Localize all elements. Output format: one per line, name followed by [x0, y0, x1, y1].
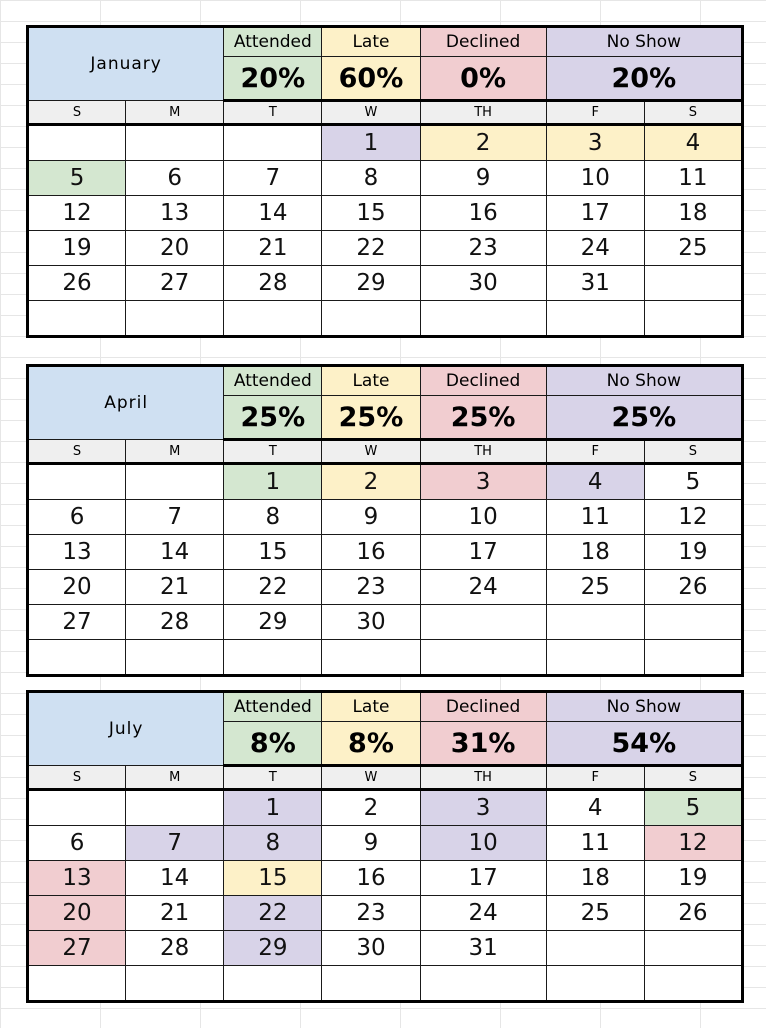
weekday-label: S	[28, 101, 126, 125]
week-row	[28, 966, 743, 1002]
day-cell[interactable]: 4	[546, 790, 644, 826]
day-cell[interactable]: 19	[644, 861, 742, 896]
weekday-label: S	[644, 101, 742, 125]
day-cell[interactable]: 11	[546, 826, 644, 861]
day-cell[interactable]: 13	[126, 196, 224, 231]
day-cell[interactable]: 1	[322, 125, 420, 161]
late-percent: 8%	[322, 722, 420, 766]
day-cell[interactable]	[644, 966, 742, 1002]
week-row	[28, 605, 743, 640]
day-cell[interactable]	[28, 301, 126, 337]
day-cell[interactable]: 6	[126, 161, 224, 196]
day-cell[interactable]	[126, 790, 224, 826]
day-cell[interactable]: 2	[322, 464, 420, 500]
day-cell[interactable]: 8	[224, 500, 322, 535]
day-cell[interactable]: 5	[644, 790, 742, 826]
day-cell[interactable]: 14	[126, 861, 224, 896]
day-cell[interactable]: 25	[546, 570, 644, 605]
day-cell[interactable]: 21	[224, 231, 322, 266]
day-cell[interactable]: 13	[28, 535, 126, 570]
day-cell[interactable]	[28, 640, 126, 676]
day-cell[interactable]: 22	[224, 570, 322, 605]
week-row	[28, 790, 743, 826]
day-cell[interactable]: 26	[644, 896, 742, 931]
weekday-header-row	[28, 766, 743, 790]
week-row	[28, 640, 743, 676]
day-cell[interactable]: 19	[28, 231, 126, 266]
day-cell[interactable]: 6	[28, 500, 126, 535]
day-cell[interactable]	[126, 640, 224, 676]
day-cell[interactable]: 3	[420, 790, 546, 826]
day-cell[interactable]	[322, 640, 420, 676]
day-cell[interactable]	[546, 605, 644, 640]
day-cell[interactable]: 12	[644, 500, 742, 535]
day-cell[interactable]	[126, 966, 224, 1002]
day-cell[interactable]	[420, 605, 546, 640]
day-cell[interactable]: 21	[126, 570, 224, 605]
attended-percent: 25%	[224, 396, 322, 440]
month-name: July	[28, 692, 224, 766]
day-cell[interactable]: 14	[126, 535, 224, 570]
day-cell[interactable]	[126, 125, 224, 161]
no-show-label: No Show	[546, 27, 742, 57]
day-cell[interactable]: 29	[322, 266, 420, 301]
week-row	[28, 826, 743, 861]
day-cell[interactable]: 28	[224, 266, 322, 301]
weekday-label: M	[126, 440, 224, 464]
day-cell[interactable]: 23	[322, 896, 420, 931]
day-cell[interactable]: 7	[126, 500, 224, 535]
day-cell[interactable]: 20	[28, 896, 126, 931]
day-cell[interactable]: 16	[420, 196, 546, 231]
week-row	[28, 464, 743, 500]
day-cell[interactable]: 27	[126, 266, 224, 301]
day-cell[interactable]: 19	[644, 535, 742, 570]
day-cell[interactable]: 30	[420, 266, 546, 301]
day-cell[interactable]: 11	[644, 161, 742, 196]
attended-label: Attended	[224, 366, 322, 396]
day-cell[interactable]: 25	[546, 896, 644, 931]
day-cell[interactable]: 17	[420, 535, 546, 570]
attended-percent: 8%	[224, 722, 322, 766]
late-percent: 60%	[322, 57, 420, 101]
declined-label: Declined	[420, 366, 546, 396]
day-cell[interactable]: 4	[546, 464, 644, 500]
day-cell[interactable]	[644, 301, 742, 337]
weekday-label: F	[546, 101, 644, 125]
late-label: Late	[322, 27, 420, 57]
week-row	[28, 301, 743, 337]
day-cell[interactable]	[420, 301, 546, 337]
day-cell[interactable]: 5	[644, 464, 742, 500]
month-calendar-july	[26, 690, 744, 1003]
no-show-percent: 54%	[546, 722, 742, 766]
week-row	[28, 500, 743, 535]
day-cell[interactable]: 26	[644, 570, 742, 605]
weekday-label: M	[126, 766, 224, 790]
day-cell[interactable]: 17	[546, 196, 644, 231]
day-cell[interactable]: 22	[224, 896, 322, 931]
no-show-label: No Show	[546, 366, 742, 396]
weekday-label: TH	[420, 440, 546, 464]
day-cell[interactable]	[28, 125, 126, 161]
day-cell[interactable]	[224, 301, 322, 337]
week-row	[28, 931, 743, 966]
weekday-label: S	[644, 440, 742, 464]
day-cell[interactable]: 6	[28, 826, 126, 861]
day-cell[interactable]	[420, 640, 546, 676]
weekday-label: W	[322, 766, 420, 790]
no-show-label: No Show	[546, 692, 742, 722]
weekday-header-row	[28, 440, 743, 464]
week-row	[28, 896, 743, 931]
day-cell[interactable]	[420, 966, 546, 1002]
month-name: April	[28, 366, 224, 440]
day-cell[interactable]	[126, 301, 224, 337]
weekday-label: S	[644, 766, 742, 790]
day-cell[interactable]	[224, 640, 322, 676]
day-cell[interactable]: 9	[322, 826, 420, 861]
day-cell[interactable]: 26	[28, 266, 126, 301]
day-cell[interactable]: 5	[28, 161, 126, 196]
day-cell[interactable]: 22	[322, 231, 420, 266]
day-cell[interactable]: 9	[420, 161, 546, 196]
weekday-label: S	[28, 440, 126, 464]
day-cell[interactable]: 8	[224, 826, 322, 861]
day-cell[interactable]: 1	[224, 464, 322, 500]
day-cell[interactable]: 17	[420, 861, 546, 896]
day-cell[interactable]: 13	[28, 861, 126, 896]
no-show-percent: 25%	[546, 396, 742, 440]
day-cell[interactable]: 23	[420, 231, 546, 266]
day-cell[interactable]	[644, 931, 742, 966]
day-cell[interactable]: 11	[546, 500, 644, 535]
day-cell[interactable]: 12	[28, 196, 126, 231]
day-cell[interactable]: 3	[420, 464, 546, 500]
day-cell[interactable]	[644, 605, 742, 640]
weekday-header-row	[28, 101, 743, 125]
week-row	[28, 125, 743, 161]
weekday-label: W	[322, 440, 420, 464]
weekday-label: S	[28, 766, 126, 790]
day-cell[interactable]	[224, 966, 322, 1002]
day-cell[interactable]: 30	[322, 605, 420, 640]
day-cell[interactable]: 21	[126, 896, 224, 931]
week-row	[28, 196, 743, 231]
weekday-label: T	[224, 766, 322, 790]
week-row	[28, 231, 743, 266]
week-row	[28, 861, 743, 896]
day-cell[interactable]: 30	[322, 931, 420, 966]
attended-label: Attended	[224, 27, 322, 57]
day-cell[interactable]: 29	[224, 605, 322, 640]
day-cell[interactable]	[644, 640, 742, 676]
day-cell[interactable]: 2	[322, 790, 420, 826]
day-cell[interactable]	[224, 125, 322, 161]
day-cell[interactable]: 16	[322, 535, 420, 570]
month-calendar-april	[26, 364, 744, 677]
day-cell[interactable]: 28	[126, 605, 224, 640]
late-label: Late	[322, 692, 420, 722]
weekday-label: M	[126, 101, 224, 125]
weekday-label: W	[322, 101, 420, 125]
day-cell[interactable]: 3	[546, 125, 644, 161]
weekday-label: F	[546, 440, 644, 464]
day-cell[interactable]: 9	[322, 500, 420, 535]
day-cell[interactable]	[644, 266, 742, 301]
weekday-label: T	[224, 440, 322, 464]
day-cell[interactable]: 27	[28, 605, 126, 640]
day-cell[interactable]: 28	[126, 931, 224, 966]
day-cell[interactable]: 23	[322, 570, 420, 605]
day-cell[interactable]: 10	[546, 161, 644, 196]
day-cell[interactable]: 10	[420, 826, 546, 861]
day-cell[interactable]: 12	[644, 826, 742, 861]
day-cell[interactable]: 4	[644, 125, 742, 161]
declined-percent: 0%	[420, 57, 546, 101]
weekday-label: T	[224, 101, 322, 125]
day-cell[interactable]	[546, 966, 644, 1002]
day-cell[interactable]	[28, 966, 126, 1002]
day-cell[interactable]: 7	[224, 161, 322, 196]
attended-label: Attended	[224, 692, 322, 722]
weekday-label: F	[546, 766, 644, 790]
day-cell[interactable]	[546, 931, 644, 966]
day-cell[interactable]: 18	[546, 535, 644, 570]
day-cell[interactable]: 24	[546, 231, 644, 266]
day-cell[interactable]: 2	[420, 125, 546, 161]
day-cell[interactable]	[322, 966, 420, 1002]
day-cell[interactable]: 8	[322, 161, 420, 196]
day-cell[interactable]: 25	[644, 231, 742, 266]
weekday-label: TH	[420, 101, 546, 125]
day-cell[interactable]: 15	[322, 196, 420, 231]
no-show-percent: 20%	[546, 57, 742, 101]
month-name: January	[28, 27, 224, 101]
day-cell[interactable]	[28, 790, 126, 826]
day-cell[interactable]: 24	[420, 570, 546, 605]
day-cell[interactable]: 31	[546, 266, 644, 301]
day-cell[interactable]	[322, 301, 420, 337]
day-cell[interactable]: 16	[322, 861, 420, 896]
declined-percent: 31%	[420, 722, 546, 766]
week-row	[28, 161, 743, 196]
declined-label: Declined	[420, 692, 546, 722]
declined-percent: 25%	[420, 396, 546, 440]
day-cell[interactable]	[28, 464, 126, 500]
late-label: Late	[322, 366, 420, 396]
day-cell[interactable]: 31	[420, 931, 546, 966]
day-cell[interactable]: 18	[644, 196, 742, 231]
day-cell[interactable]: 18	[546, 861, 644, 896]
day-cell[interactable]: 27	[28, 931, 126, 966]
week-row	[28, 266, 743, 301]
day-cell[interactable]	[546, 640, 644, 676]
weekday-label: TH	[420, 766, 546, 790]
day-cell[interactable]: 1	[224, 790, 322, 826]
day-cell[interactable]: 20	[28, 570, 126, 605]
month-calendar-january	[26, 25, 744, 338]
week-row	[28, 570, 743, 605]
day-cell[interactable]: 10	[420, 500, 546, 535]
day-cell[interactable]	[546, 301, 644, 337]
declined-label: Declined	[420, 27, 546, 57]
day-cell[interactable]: 15	[224, 535, 322, 570]
day-cell[interactable]: 7	[126, 826, 224, 861]
day-cell[interactable]: 24	[420, 896, 546, 931]
day-cell[interactable]: 14	[224, 196, 322, 231]
week-row	[28, 535, 743, 570]
day-cell[interactable]: 29	[224, 931, 322, 966]
day-cell[interactable]: 15	[224, 861, 322, 896]
late-percent: 25%	[322, 396, 420, 440]
attended-percent: 20%	[224, 57, 322, 101]
day-cell[interactable]: 20	[126, 231, 224, 266]
day-cell[interactable]	[126, 464, 224, 500]
